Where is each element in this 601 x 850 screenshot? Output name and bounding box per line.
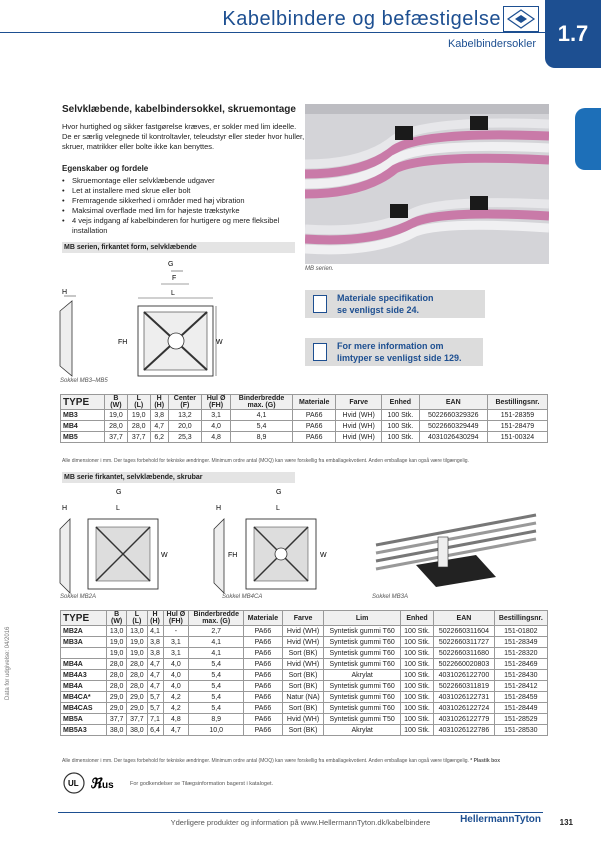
table-cell: 151-28530 <box>494 725 547 736</box>
table-cell: PA66 <box>244 714 282 725</box>
table-cell: Sort (BK) <box>282 681 324 692</box>
table-cell: 4,0 <box>163 670 189 681</box>
table-cell: Hvid (WH) <box>282 626 324 637</box>
table-cell: 5,4 <box>189 703 244 714</box>
svg-text:H: H <box>62 289 68 296</box>
table-cell: 5,4 <box>189 670 244 681</box>
table-row <box>61 725 548 736</box>
table-cell: 13,2 <box>168 410 201 421</box>
svg-text:us: us <box>102 780 114 791</box>
table-cell: 151-28459 <box>494 692 547 703</box>
table-cell: 4031026122700 <box>434 670 494 681</box>
table-cell: PA66 <box>244 648 282 659</box>
list-item: • Let at installere med skrue eller bolt <box>62 186 307 196</box>
table-cell: 151-28449 <box>494 703 547 714</box>
table-cell: 13,0 <box>127 626 147 637</box>
table-cell: 10,0 <box>189 725 244 736</box>
table-cell: Syntetisk gummi T60 <box>324 692 400 703</box>
list-item: • Maksimal overflade med lim for højeste trækstyrke <box>62 206 307 216</box>
table-cell: 19,0 <box>127 410 150 421</box>
table-cell: 28,0 <box>107 681 127 692</box>
table-cell: 100 Stk. <box>382 421 420 432</box>
svg-text:G: G <box>116 489 122 496</box>
table-cell: 13,0 <box>107 626 127 637</box>
table-cell: PA66 <box>244 725 282 736</box>
table-cell: 100 Stk. <box>400 637 433 648</box>
table-cell: 4,0 <box>202 421 231 432</box>
product-photo <box>305 104 549 264</box>
table-cell: 4,0 <box>163 681 189 692</box>
table-cell: 4031026122779 <box>434 714 494 725</box>
photo-caption: MB serien. <box>305 266 334 272</box>
table-cell: 28,0 <box>127 681 147 692</box>
table-cell: MB4A <box>61 659 107 670</box>
table-cell: MB5A <box>61 714 107 725</box>
table-cell: 4,7 <box>147 670 163 681</box>
table-cell: 7,1 <box>147 714 163 725</box>
svg-text:FH: FH <box>228 552 238 559</box>
table-cell: MB4CA* <box>61 692 107 703</box>
table-cell: Syntetisk gummi T60 <box>324 648 400 659</box>
table-cell: 38,0 <box>107 725 127 736</box>
table-cell: 3,1 <box>202 410 231 421</box>
table-cell: 3,8 <box>147 648 163 659</box>
table-cell: Syntetisk gummi T60 <box>324 681 400 692</box>
table-footnote: Alle dimensioner i mm. Der tages forbehold for tekniske ændringer. Minimum ordre antal (MOQ) kan være forskellig fra emballagekvotient. Anden emballage kan også være tilgængelig. <box>62 458 469 464</box>
table-cell: 19,0 <box>127 637 147 648</box>
table-cell: 4031026122731 <box>434 692 494 703</box>
section-heading: Selvklæbende, kabelbindersokkel, skruemontage <box>62 104 296 115</box>
table-cell: Hvid (WH) <box>336 421 382 432</box>
ul-certification-logo <box>62 770 122 796</box>
table-cell: 19,0 <box>107 648 127 659</box>
table-cell: 8,9 <box>189 714 244 725</box>
table-cell: Syntetisk gummi T60 <box>324 703 400 714</box>
table-cell: Hvid (WH) <box>282 714 324 725</box>
table-cell: 5,4 <box>189 692 244 703</box>
table-footnote: Alle dimensioner i mm. Der tages forbehold for tekniske ændringer. Minimum ordre antal (MOQ) kan være forskellig fra emballagekvotient. Anden emballage kan også være tilgængelig. * Plastik box <box>62 758 500 764</box>
table-cell: 29,0 <box>127 692 147 703</box>
table-cell: 151-28430 <box>494 670 547 681</box>
table-row <box>61 637 548 648</box>
table-cell: 5,4 <box>189 659 244 670</box>
table-cell: 100 Stk. <box>400 648 433 659</box>
table-cell: MB5A3 <box>61 725 107 736</box>
table-cell: 4,1 <box>147 626 163 637</box>
mb-skrubar-diagrams <box>56 485 546 605</box>
table-cell: 28,0 <box>105 421 128 432</box>
cable-tie-mount-icon <box>503 6 539 32</box>
table-row <box>61 410 548 421</box>
table-cell: 100 Stk. <box>382 432 420 443</box>
diagram-caption: Sokkel MB3–MB5 <box>60 378 108 384</box>
svg-text:L: L <box>276 505 280 512</box>
table-cell: 28,0 <box>127 421 150 432</box>
page-subtitle: Kabelbindersokler <box>447 38 536 50</box>
table-cell: 4,0 <box>163 659 189 670</box>
table-cell: Hvid (WH) <box>282 659 324 670</box>
table-cell: Hvid (WH) <box>336 410 382 421</box>
svg-text:G: G <box>168 261 174 268</box>
table-cell: 37,7 <box>105 432 128 443</box>
table-cell: MB5 <box>61 432 105 443</box>
table-cell: 5022660311727 <box>434 637 494 648</box>
publication-date: Data for udgivelse: 04/2016 <box>5 626 11 700</box>
table-cell: MB3 <box>61 410 105 421</box>
table-cell: 151-28349 <box>494 637 547 648</box>
table-cell: 28,0 <box>107 670 127 681</box>
table-cell: 6,2 <box>150 432 168 443</box>
table-cell: Syntetisk gummi T60 <box>324 626 400 637</box>
table-cell: Natur (NA) <box>282 692 324 703</box>
table-cell: 5,7 <box>147 692 163 703</box>
table-cell: 4,8 <box>202 432 231 443</box>
table-cell: 3,8 <box>147 637 163 648</box>
list-item: • Skruemontage eller selvklæbende udgaver <box>62 176 307 186</box>
table-cell: Akrylat <box>324 725 400 736</box>
table-cell: Sort (BK) <box>282 648 324 659</box>
features-heading: Egenskaber og fordele <box>62 164 149 173</box>
table-cell: Sort (BK) <box>282 725 324 736</box>
features-list <box>62 176 307 236</box>
table-cell: 38,0 <box>127 725 147 736</box>
svg-text:W: W <box>161 552 168 559</box>
table-cell: 19,0 <box>105 410 128 421</box>
svg-text:H: H <box>62 505 68 512</box>
table-row <box>61 692 548 703</box>
table-cell: 6,4 <box>147 725 163 736</box>
table-cell: 29,0 <box>107 692 127 703</box>
page-title: Kabelbindere og befæstigelse <box>222 8 501 30</box>
mb-skrubar-table: TYPE B (W) L (L) H (H) Hul Ø (FH) Binderbredde max. (G) Materiale Farve Lim Enhed EAN Bestillingsnr. MB2A 13,0 13,0 4,1 - 2,7 PA66 Hvid (WH) Syntetisk gummi T60 100 Stk. 5022660311604 151-01802 MB3A 19,0 19,0 3,8 3,1 4,1 PA66 Hvid (WH) Syntetisk gummi T60 100 Stk. 5022660311727 151-28349 19,0 19,0 3,8 3,1 4,1 PA66 Sort (BK) Syntetisk gummi T60 100 Stk. 5022660311680 151-28320 MB4A 28,0 28,0 4,7 4,0 5,4 PA66 Hvid (WH) Syntetisk gummi T60 100 Stk. 5022660020803 151-28469 MB4A3 28,0 28,0 4,7 4,0 5,4 PA66 Sort (BK) Akrylat 100 Stk. 4031026122700 151-28430 MB4A 28,0 28,0 4,7 4,0 5,4 PA66 Sort (BK) Syntetisk gummi T60 100 Stk. 5022660311819 151-28412 MB4CA* 29,0 29,0 5,7 4,2 5,4 PA66 Natur (NA) Syntetisk gummi T60 100 Stk. 4031026122731 151-28459 MB4CAS 29,0 29,0 5,7 4,2 5,4 PA66 Sort (BK) Syntetisk gummi T60 100 Stk. 4031026122724 151-28449 MB5A 37,7 37,7 7,1 4,8 8,9 PA66 Hvid (WH) Syntetisk gummi T50 100 Stk. 4031026122779 151-28529 MB5A3 38,0 38,0 6,4 4,7 10,0 PA66 Sort (BK) Akrylat 100 Stk. 4031026122786 151-28530 <box>60 610 548 736</box>
table-cell: 4,2 <box>163 692 189 703</box>
series-band: MB serie firkantet, selvklæbende, skrubar <box>62 472 295 483</box>
footer-rule <box>58 812 543 813</box>
table-cell: 100 Stk. <box>400 692 433 703</box>
table-cell: 100 Stk. <box>400 681 433 692</box>
table-cell: 37,7 <box>127 432 150 443</box>
table-cell: 4,1 <box>189 648 244 659</box>
table-row <box>61 648 548 659</box>
table-cell: PA66 <box>244 637 282 648</box>
list-item: • 4 vejs indgang af kabelbinderen for hurtigere og mere fleksibel installation <box>62 216 307 236</box>
footer-text: Yderligere produkter og information på www.HellermannTyton.dk/kabelbindere <box>170 818 431 827</box>
table-cell: 100 Stk. <box>400 714 433 725</box>
table-row <box>61 714 548 725</box>
table-cell: 4,2 <box>163 703 189 714</box>
table-cell: 4031026122786 <box>434 725 494 736</box>
diagram-caption: Sokkel MB4CA <box>222 594 263 600</box>
table-cell: PA66 <box>244 659 282 670</box>
table-cell: PA66 <box>293 410 336 421</box>
table-cell: PA66 <box>244 692 282 703</box>
table-cell: MB4CAS <box>61 703 107 714</box>
table-cell: PA66 <box>293 421 336 432</box>
table-cell: 5022660311604 <box>434 626 494 637</box>
svg-text:G: G <box>276 489 282 496</box>
table-cell: Syntetisk gummi T60 <box>324 637 400 648</box>
table-cell: 151-28359 <box>487 410 547 421</box>
table-cell: 3,8 <box>150 410 168 421</box>
certification-note: For godkendelser se Tilægsinformation bagerst i kataloget. <box>130 781 274 787</box>
table-cell: Syntetisk gummi T50 <box>324 714 400 725</box>
table-cell: 100 Stk. <box>400 703 433 714</box>
table-cell: 4,7 <box>147 681 163 692</box>
svg-text:FH: FH <box>118 339 128 346</box>
svg-text:ℜ: ℜ <box>90 775 102 791</box>
table-cell: MB2A <box>61 626 107 637</box>
adhesive-info-note: For mere information om limtyper se venligst side 129. <box>305 338 483 366</box>
svg-text:L: L <box>116 505 120 512</box>
table-cell: PA66 <box>244 670 282 681</box>
col-type: TYPE <box>61 611 107 626</box>
col-type: TYPE <box>61 395 105 410</box>
table-row <box>61 659 548 670</box>
table-cell: Hvid (WH) <box>282 637 324 648</box>
svg-text:UL: UL <box>68 779 79 788</box>
table-row <box>61 626 548 637</box>
table-cell: 4,7 <box>163 725 189 736</box>
table-cell: 5022660329326 <box>419 410 487 421</box>
table-cell: 151-28469 <box>494 659 547 670</box>
table-cell: MB3A <box>61 637 107 648</box>
diagram-caption: Sokkel MB3A <box>372 594 409 600</box>
material-spec-note: Materiale specifikation se venligst side 24. <box>305 290 485 318</box>
series-band: MB serien, firkantet form, selvklæbende <box>62 242 295 253</box>
table-cell: PA66 <box>244 626 282 637</box>
table-cell: 28,0 <box>107 659 127 670</box>
table-cell: 151-00324 <box>487 432 547 443</box>
table-cell: 37,7 <box>127 714 147 725</box>
table-row <box>61 703 548 714</box>
table-cell: Hvid (WH) <box>336 432 382 443</box>
table-cell: 5,7 <box>147 703 163 714</box>
brand-logo: HellermannTyton <box>460 814 541 825</box>
table-cell: 100 Stk. <box>400 659 433 670</box>
table-cell: 3,1 <box>163 648 189 659</box>
table-cell: 28,0 <box>127 659 147 670</box>
table-cell: 151-28479 <box>487 421 547 432</box>
side-index-tab <box>575 108 601 170</box>
table-cell: MB4 <box>61 421 105 432</box>
table-cell: 100 Stk. <box>382 410 420 421</box>
intro-text: Hvor hurtighed og sikker fastgørelse kræves, er sokler med lim ideelle. De er særlig velegnede til kontroltavler, teleudstyr eller steder hvor huller, skruer, matrikker eller bolte ikke kan benyttes. <box>62 122 305 151</box>
table-cell: MB4A3 <box>61 670 107 681</box>
document-icon <box>313 295 327 313</box>
table-cell: 20,0 <box>168 421 201 432</box>
table-cell: 151-28320 <box>494 648 547 659</box>
table-cell: PA66 <box>293 432 336 443</box>
document-icon <box>313 343 327 361</box>
table-cell: 25,3 <box>168 432 201 443</box>
table-cell: 4,7 <box>150 421 168 432</box>
table-cell: 4031026122724 <box>434 703 494 714</box>
table-cell: 151-28412 <box>494 681 547 692</box>
page-header <box>0 0 601 68</box>
diagram-caption: Sokkel MB2A <box>60 594 97 600</box>
section-number: 1.7 <box>545 0 601 68</box>
table-cell: PA66 <box>244 703 282 714</box>
table-cell: 5022660020803 <box>434 659 494 670</box>
table-cell: 5022660329449 <box>419 421 487 432</box>
table-cell: 19,0 <box>127 648 147 659</box>
mb-series-diagram <box>56 256 296 381</box>
table-cell: 4,1 <box>231 410 293 421</box>
table-cell: 151-01802 <box>494 626 547 637</box>
table-cell: 100 Stk. <box>400 670 433 681</box>
table-row <box>61 670 548 681</box>
table-cell: MB4A <box>61 681 107 692</box>
mb-series-table: TYPE B (W) L (L) H (H) Center (F) Hul Ø (FH) Binderbredde max. (G) Materiale Farve Enhed EAN Bestillingsnr. MB3 19,0 19,0 3,8 13,2 3,1 4,1 PA66 Hvid (WH) 100 Stk. 5022660329326 151-28359 MB4 28,0 28,0 4,7 20,0 4,0 5,4 PA66 Hvid (WH) 100 Stk. 5022660329449 151-28479 MB5 37,7 37,7 6,2 25,3 4,8 8,9 PA66 Hvid (WH) 100 Stk. 4031026430294 151-00324 <box>60 394 548 443</box>
table-cell: 5022660311819 <box>434 681 494 692</box>
table-cell: 29,0 <box>127 703 147 714</box>
table-cell <box>61 648 107 659</box>
svg-text:H: H <box>216 505 222 512</box>
table-row <box>61 432 548 443</box>
table-row <box>61 681 548 692</box>
table-cell: 2,7 <box>189 626 244 637</box>
table-cell: 5,4 <box>231 421 293 432</box>
table-cell: 4031026430294 <box>419 432 487 443</box>
table-cell: 100 Stk. <box>400 626 433 637</box>
table-cell: 151-28529 <box>494 714 547 725</box>
table-cell: - <box>163 626 189 637</box>
svg-text:W: W <box>216 339 223 346</box>
table-cell: Syntetisk gummi T60 <box>324 659 400 670</box>
table-cell: 29,0 <box>107 703 127 714</box>
table-cell: 3,1 <box>163 637 189 648</box>
table-cell: 100 Stk. <box>400 725 433 736</box>
table-cell: Sort (BK) <box>282 703 324 714</box>
table-cell: 4,1 <box>189 637 244 648</box>
table-cell: Sort (BK) <box>282 670 324 681</box>
table-cell: PA66 <box>244 681 282 692</box>
header-rule <box>0 32 545 33</box>
table-cell: 19,0 <box>107 637 127 648</box>
table-cell: 5022660311680 <box>434 648 494 659</box>
table-cell: 8,9 <box>231 432 293 443</box>
table-cell: Akrylat <box>324 670 400 681</box>
svg-text:F: F <box>172 275 177 282</box>
page-number: 131 <box>559 818 573 827</box>
svg-text:W: W <box>320 552 327 559</box>
table-cell: 4,7 <box>147 659 163 670</box>
table-row <box>61 421 548 432</box>
table-cell: 4,8 <box>163 714 189 725</box>
table-cell: 37,7 <box>107 714 127 725</box>
table-cell: 5,4 <box>189 681 244 692</box>
svg-text:L: L <box>171 290 175 297</box>
list-item: • Fremragende sikkerhed i områder med høj vibration <box>62 196 307 206</box>
table-cell: 28,0 <box>127 670 147 681</box>
